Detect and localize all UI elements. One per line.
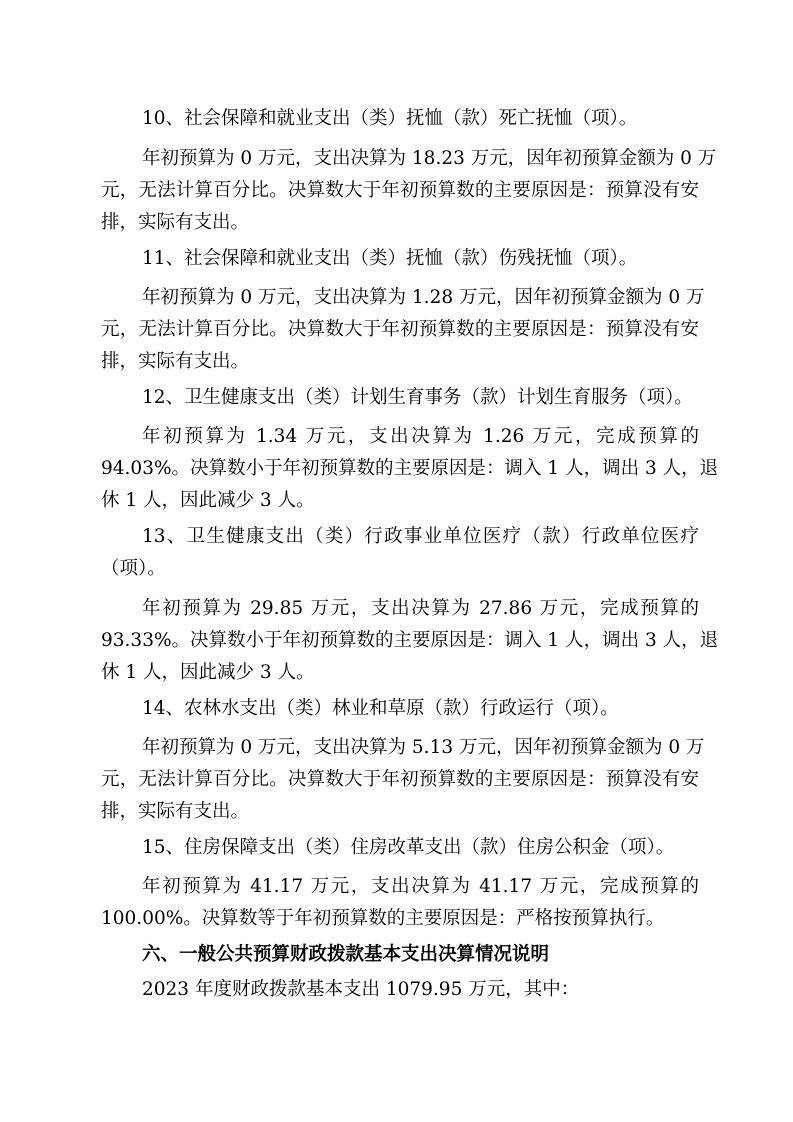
section-6-heading: 六、一般公共预算财政拨款基本支出决算情况说明 [142,944,550,965]
item-15-line-1: 年初预算为 41.17 万元，支出决算为 41.17 万元，完成预算的 [142,876,699,897]
item-11-title: 11、社会保障和就业支出（类）抚恤（款）伤残抚恤（项）。 [142,248,638,269]
item-10-line-3: 排，实际有支出。 [101,212,250,233]
item-12-title: 12、卫生健康支出（类）计划生育事务（款）计划生育服务（项）。 [142,387,693,408]
item-14-line-3: 排，实际有支出。 [101,801,250,822]
item-15-title: 15、住房保障支出（类）住房改革支出（款）住房公积金（项）。 [142,837,675,858]
item-14-line-1: 年初预算为 0 万元，支出决算为 5.13 万元，因年初预算金额为 0 万 [142,737,705,758]
item-13-line-2: 93.33%。决算数小于年初预算数的主要原因是：调入 1 人，调出 3 人，退 [101,630,719,651]
item-13-line-1: 年初预算为 29.85 万元，支出决算为 27.86 万元，完成预算的 [142,598,699,619]
item-15-line-2: 100.00%。决算数等于年初预算数的主要原因是：严格按预算执行。 [101,908,665,929]
item-12-line-2: 94.03%。决算数小于年初预算数的主要原因是：调入 1 人，调出 3 人，退 [101,458,719,479]
item-13-line-3: 休 1 人，因此减少 3 人。 [101,662,315,683]
item-10-line-2: 元，无法计算百分比。决算数大于年初预算数的主要原因是：预算没有安 [101,180,699,201]
section-6-line-1: 2023 年度财政拨款基本支出 1079.95 万元，其中： [142,979,580,1000]
item-11-line-1: 年初预算为 0 万元，支出决算为 1.28 万元，因年初预算金额为 0 万 [142,287,705,308]
item-12-line-1: 年初预算为 1.34 万元，支出决算为 1.26 万元，完成预算的 [142,426,699,447]
item-11-line-2: 元，无法计算百分比。决算数大于年初预算数的主要原因是：预算没有安 [101,319,699,340]
item-11-line-3: 排，实际有支出。 [101,351,250,372]
item-13-title-line-2: （项）。 [101,558,166,579]
item-10-title: 10、社会保障和就业支出（类）抚恤（款）死亡抚恤（项）。 [142,108,638,129]
item-10-line-1: 年初预算为 0 万元，支出决算为 18.23 万元，因年初预算金额为 0 万 [142,148,717,169]
item-14-line-2: 元，无法计算百分比。决算数大于年初预算数的主要原因是：预算没有安 [101,769,699,790]
item-14-title: 14、农林水支出（类）林业和草原（款）行政运行（项）。 [142,698,619,719]
item-13-title-line-1: 13、卫生健康支出（类）行政事业单位医疗（款）行政单位医疗 [142,526,699,547]
item-12-line-3: 休 1 人，因此减少 3 人。 [101,490,315,511]
